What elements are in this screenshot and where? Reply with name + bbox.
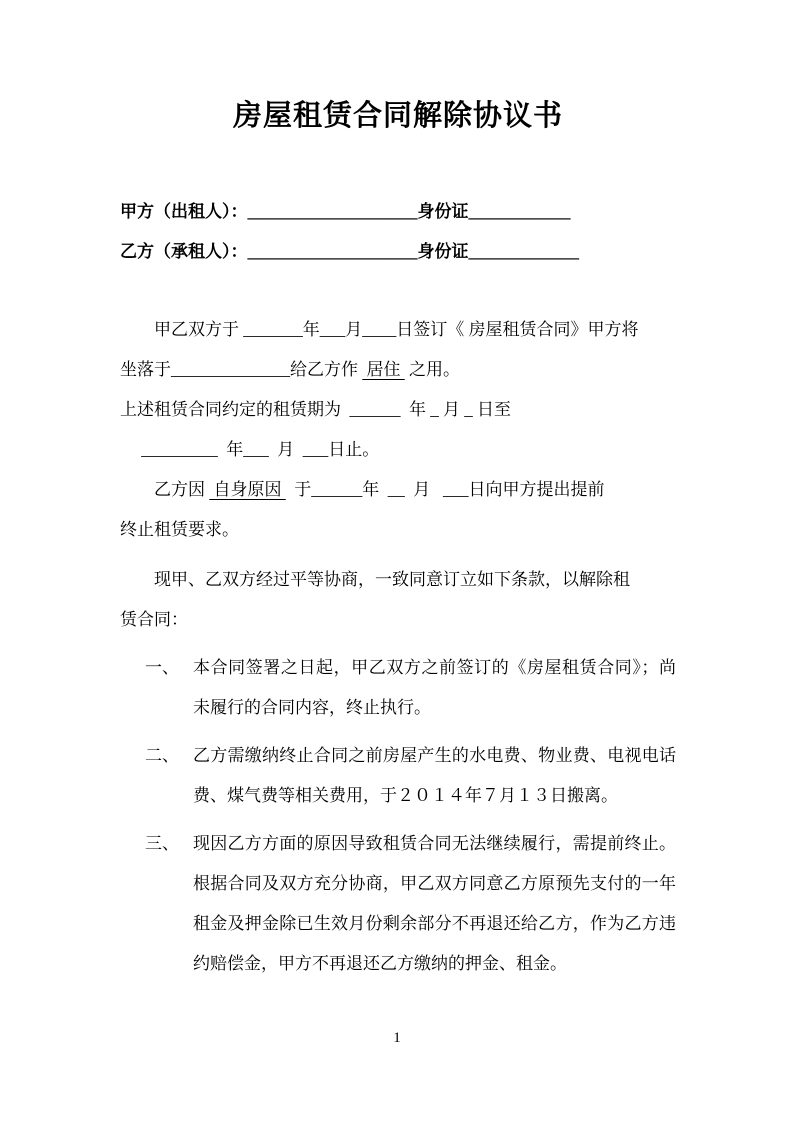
- clause-item-2: [145, 736, 676, 816]
- paragraph-agreement-intro: 现甲、乙双方经过平等协商，一致同意订立如下条款，以解除租 赁合同：: [120, 570, 630, 629]
- parties-block: [120, 192, 676, 272]
- page-number: 1: [393, 1030, 401, 1046]
- clause-2-number: 二、: [145, 746, 179, 765]
- clause-1-text: 本合同签署之日起，甲乙双方之前签订的《房屋租赁合同》；尚未履行的合同内容，终止执行。: [193, 658, 676, 717]
- clause-1-number: 一、: [145, 658, 179, 677]
- clause-item-1: [145, 648, 676, 728]
- paragraph-lease-term: 上述租赁合同约定的租赁期为 ______ 年 _ 月 _ 日至 _________ 年___ 月 ___日止。: [120, 400, 511, 459]
- contract-body: [120, 310, 676, 984]
- clause-3-text: 现因乙方方面的原因导致租赁合同无法继续履行，需提前终止。根据合同及双方充分协商，甲乙双方同意乙方原预先支付的一年租金及押金除已生效月份剩余部分不再退还给乙方，作为乙方违约赔偿金，甲方不再退还乙方缴纳的押金、租金。: [193, 834, 676, 973]
- paragraph-signing-and-premises: 甲乙双方于 _______年___月____日签订《 房屋租赁合同》甲方将 坐落于______________给乙方作 居住 之用。: [120, 320, 639, 379]
- party-a-line: 甲方（出租人）：____________________身份证____________: [120, 202, 571, 221]
- paragraph-termination-request: 乙方因 自身原因 于______年 __ 月 ___日向甲方提出提前 终止租赁要求。: [120, 480, 605, 539]
- clause-item-3: [145, 824, 676, 984]
- document-title: 房屋租赁合同解除协议书: [232, 100, 563, 132]
- clause-2-text: 乙方需缴纳终止合同之前房屋产生的水电费、物业费、电视电话费、煤气费等相关费用，于２０１４年７月１３日搬离。: [193, 746, 676, 805]
- clause-3-number: 三、: [145, 834, 179, 853]
- party-b-line: 乙方（承租人）：____________________身份证_____________: [120, 242, 579, 261]
